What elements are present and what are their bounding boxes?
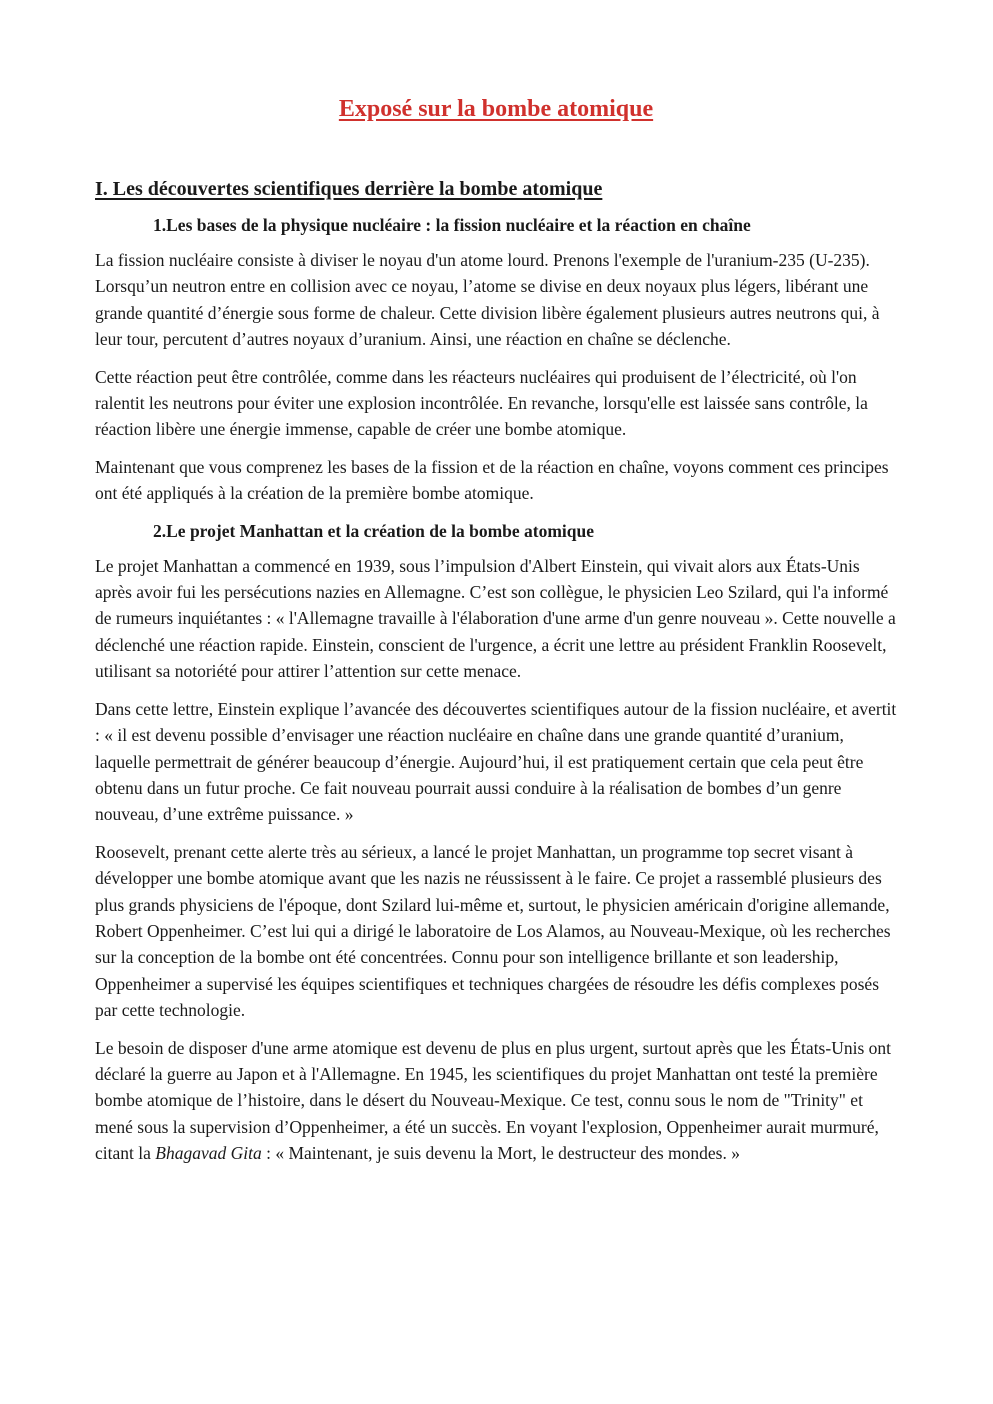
paragraph-transition: Maintenant que vous comprenez les bases de la fission et de la réaction en chaîne, voyons comment ces principes ont été appliqués à la création de la première bombe atomique.: [95, 456, 889, 504]
subsection-heading-1: 1.Les bases de la physique nucléaire : la fission nucléaire et la réaction en chaîne: [153, 215, 751, 235]
paragraph-reaction-control: Cette réaction peut être contrôlée, comme dans les réacteurs nucléaires qui produisent de l’électricité, où l'on ralentit les neutrons pour éviter une explosion incontrôlée. En revanche, lorsqu'elle est laissée sans contrôle, la réaction libère une énergie immense, capable de créer une bombe atomique.: [95, 366, 868, 440]
document-title: Exposé sur la bombe atomique: [338, 96, 654, 122]
document-page: [95, 92, 897, 1178]
subsection-heading-2: 2.Le projet Manhattan et la création de la bombe atomique: [153, 520, 595, 541]
paragraph-trinity-test: [95, 1035, 897, 1167]
paragraph-fission-definition: La fission nucléaire consiste à diviser le noyau d'un atome lourd. Prenons l'exemple de l'uranium-235 (U-235). Lorsqu’un neutron entre en collision avec ce noyau, l’atome se divise en deux noyaux plus légers, libérant une grande quantité d’énergie sous forme de chaleur. Cette division libère également plusieurs autres neutrons qui, à leur tour, percutent d’autres noyaux d’uranium. Ainsi, une réaction en chaîne se déclenche.: [95, 250, 880, 350]
section-heading-1: I. Les découvertes scientifiques derrière la bombe atomique: [95, 178, 603, 200]
paragraph-manhattan-origin: Le projet Manhattan a commencé en 1939, sous l’impulsion d'Albert Einstein, qui vivait alors aux États-Unis après avoir fui les persécutions nazies en Allemagne. C’est son collègue, le physicien Leo Szilard, qui l'a informé de rumeurs inquiétantes : « l'Allemagne travaille à l'élaboration d'une arme d'un genre nouveau ». Cette nouvelle a déclenché une réaction rapide. Einstein, conscient de l'urgence, a écrit une lettre au président Franklin Roosevelt, utilisant sa notoriété pour attirer l’attention sur cette menace.: [95, 555, 896, 682]
trinity-text-after: : « Maintenant, je suis devenu la Mort, le destructeur des mondes. »: [261, 1143, 740, 1164]
bhagavad-gita-title: Bhagavad Gita: [155, 1143, 262, 1164]
paragraph-roosevelt-project: Roosevelt, prenant cette alerte très au sérieux, a lancé le projet Manhattan, un programme top secret visant à développer une bombe atomique avant que les nazis ne réussissent à le faire. Ce projet a rassemblé plusieurs des plus grands physiciens de l'époque, dont Szilard lui-même et, surtout, le physicien américain d'origine allemande, Robert Oppenheimer. C’est lui qui a dirigé le laboratoire de Los Alamos, au Nouveau-Mexique, où les recherches sur la conception de la bombe ont été concentrées. Connu pour son intelligence brillante et son leadership, Oppenheimer a supervisé les équipes scientifiques et techniques chargées de résoudre les défis complexes posés par cette technologie.: [95, 841, 891, 1021]
paragraph-einstein-letter: Dans cette lettre, Einstein explique l’avancée des découvertes scientifiques autour de la fission nucléaire, et avertit : « il est devenu possible d’envisager une réaction nucléaire en chaîne dans une grande quantité d’uranium, laquelle permettrait de générer beaucoup d’énergie. Aujourd’hui, il est pratiquement certain que cela peut être obtenu dans un futur proche. Ce fait nouveau pourrait aussi conduire à la réalisation de bombes d’un genre nouveau, d’une extrême puissance. »: [95, 698, 897, 825]
trinity-text-before: Le besoin de disposer d'une arme atomique est devenu de plus en plus urgent, surtout après que les États-Unis ont déclaré la guerre au Japon et à l'Allemagne. En 1945, les scientifiques du projet Manhattan ont testé la première bombe atomique de l’histoire, dans le désert du Nouveau-Mexique. Ce test, connu sous le nom de "Trinity" et mené sous la supervision d’Oppenheimer, a été un succès. En voyant l'explosion, Oppenheimer aurait murmuré, citant la: [95, 1037, 891, 1164]
